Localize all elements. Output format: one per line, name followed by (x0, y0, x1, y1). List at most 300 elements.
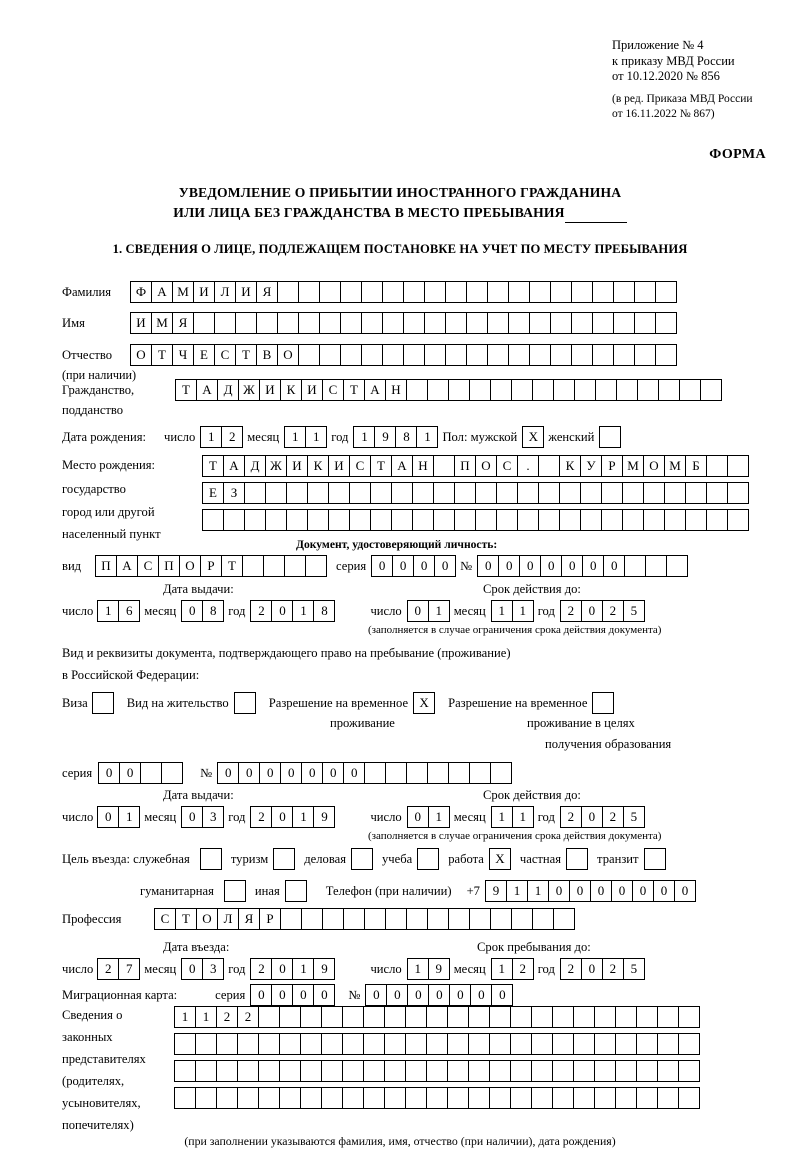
form-cell[interactable] (678, 1087, 700, 1109)
form-cell[interactable]: О (130, 344, 152, 366)
form-cell[interactable]: С (349, 455, 371, 477)
form-cell[interactable] (552, 1033, 574, 1055)
form-cell[interactable] (427, 908, 449, 930)
form-cell[interactable] (361, 281, 383, 303)
form-cell[interactable] (258, 1033, 280, 1055)
form-cell[interactable] (487, 281, 509, 303)
form-cell[interactable] (279, 1060, 301, 1082)
form-cell[interactable]: П (158, 555, 180, 577)
form-cell[interactable] (679, 379, 701, 401)
form-cell[interactable] (363, 1006, 385, 1028)
form-cell[interactable] (553, 908, 575, 930)
stay-doc-issue-month-input[interactable] (181, 806, 223, 828)
stay-doc-series-input[interactable] (98, 762, 182, 784)
purpose-work-checkbox[interactable] (489, 848, 510, 870)
form-cell[interactable] (592, 692, 614, 714)
form-cell[interactable] (468, 1006, 490, 1028)
form-cell[interactable] (622, 482, 644, 504)
form-cell[interactable] (529, 312, 551, 334)
form-cell[interactable] (643, 509, 665, 531)
form-cell[interactable] (391, 509, 413, 531)
form-cell[interactable]: Ж (238, 379, 260, 401)
representatives-input-3[interactable] (174, 1060, 699, 1082)
form-cell[interactable]: 1 (305, 426, 327, 448)
form-cell[interactable]: 0 (97, 806, 119, 828)
form-cell[interactable] (265, 509, 287, 531)
stay-doc-number-input[interactable] (217, 762, 511, 784)
form-cell[interactable] (645, 555, 667, 577)
form-cell[interactable]: И (259, 379, 281, 401)
form-cell[interactable] (510, 1006, 532, 1028)
form-cell[interactable] (475, 509, 497, 531)
edu-residence-checkbox[interactable] (592, 692, 613, 714)
form-cell[interactable] (487, 344, 509, 366)
form-cell[interactable] (685, 509, 707, 531)
form-cell[interactable] (195, 1087, 217, 1109)
form-cell[interactable] (700, 379, 722, 401)
form-cell[interactable]: Н (385, 379, 407, 401)
sex-female-checkbox[interactable] (599, 426, 620, 448)
entry-month-input[interactable] (181, 958, 223, 980)
form-cell[interactable] (286, 509, 308, 531)
form-cell[interactable] (634, 344, 656, 366)
form-cell[interactable]: . (517, 455, 539, 477)
form-cell[interactable] (263, 555, 285, 577)
purpose-service-checkbox[interactable] (200, 848, 221, 870)
form-cell[interactable]: 0 (581, 958, 603, 980)
form-cell[interactable] (658, 379, 680, 401)
id-doc-valid-year-input[interactable] (560, 600, 644, 622)
form-cell[interactable] (657, 1060, 679, 1082)
form-cell[interactable]: 1 (97, 600, 119, 622)
form-cell[interactable] (298, 312, 320, 334)
form-cell[interactable] (531, 1006, 553, 1028)
form-cell[interactable]: 1 (491, 806, 513, 828)
form-cell[interactable]: 1 (284, 426, 306, 448)
form-cell[interactable]: 0 (217, 762, 239, 784)
form-cell[interactable]: 5 (623, 600, 645, 622)
form-cell[interactable] (426, 1006, 448, 1028)
form-cell[interactable] (406, 762, 428, 784)
form-cell[interactable] (594, 1033, 616, 1055)
form-cell[interactable]: 9 (374, 426, 396, 448)
form-cell[interactable]: 9 (313, 958, 335, 980)
phone-input[interactable] (485, 880, 695, 902)
form-cell[interactable] (364, 762, 386, 784)
form-cell[interactable]: Р (601, 455, 623, 477)
form-cell[interactable]: А (223, 455, 245, 477)
form-cell[interactable] (511, 379, 533, 401)
form-cell[interactable]: 1 (292, 958, 314, 980)
form-cell[interactable] (349, 482, 371, 504)
form-cell[interactable] (216, 1060, 238, 1082)
form-cell[interactable]: 0 (238, 762, 260, 784)
form-cell[interactable]: Ф (130, 281, 152, 303)
form-cell[interactable] (634, 312, 656, 334)
form-cell[interactable] (447, 1033, 469, 1055)
form-cell[interactable]: Т (343, 379, 365, 401)
form-cell[interactable] (322, 908, 344, 930)
form-cell[interactable] (573, 1006, 595, 1028)
form-cell[interactable]: 0 (611, 880, 633, 902)
form-cell[interactable] (343, 908, 365, 930)
form-cell[interactable] (412, 482, 434, 504)
form-cell[interactable]: 2 (602, 958, 624, 980)
form-cell[interactable]: 0 (181, 600, 203, 622)
form-cell[interactable] (216, 1033, 238, 1055)
form-cell[interactable] (531, 1033, 553, 1055)
form-cell[interactable] (328, 509, 350, 531)
form-cell[interactable] (613, 281, 635, 303)
form-cell[interactable]: К (307, 455, 329, 477)
form-cell[interactable] (384, 1060, 406, 1082)
form-cell[interactable]: К (559, 455, 581, 477)
form-cell[interactable] (298, 344, 320, 366)
form-cell[interactable]: 0 (561, 555, 583, 577)
form-cell[interactable]: И (286, 455, 308, 477)
form-cell[interactable]: 1 (200, 426, 222, 448)
form-cell[interactable]: У (580, 455, 602, 477)
id-doc-number-input[interactable] (477, 555, 687, 577)
stay-doc-valid-month-input[interactable] (491, 806, 533, 828)
form-cell[interactable] (594, 1060, 616, 1082)
stay-doc-issue-year-input[interactable] (250, 806, 334, 828)
form-cell[interactable]: 0 (477, 555, 499, 577)
form-cell[interactable]: 0 (407, 984, 429, 1006)
form-cell[interactable]: О (196, 908, 218, 930)
form-cell[interactable] (433, 455, 455, 477)
form-cell[interactable]: 0 (271, 984, 293, 1006)
form-cell[interactable] (284, 555, 306, 577)
form-cell[interactable]: О (277, 344, 299, 366)
form-cell[interactable] (601, 509, 623, 531)
birth-day-input[interactable] (200, 426, 242, 448)
form-cell[interactable]: 1 (506, 880, 528, 902)
form-cell[interactable]: Л (217, 908, 239, 930)
form-cell[interactable]: 1 (292, 600, 314, 622)
form-cell[interactable] (466, 344, 488, 366)
form-cell[interactable]: 0 (653, 880, 675, 902)
form-cell[interactable] (424, 344, 446, 366)
form-cell[interactable]: 0 (98, 762, 120, 784)
form-cell[interactable]: 2 (512, 958, 534, 980)
form-cell[interactable] (363, 1033, 385, 1055)
form-cell[interactable] (405, 1006, 427, 1028)
form-cell[interactable]: 0 (271, 806, 293, 828)
form-cell[interactable]: 0 (292, 984, 314, 1006)
form-cell[interactable]: 0 (581, 600, 603, 622)
form-cell[interactable] (328, 482, 350, 504)
stay-day-input[interactable] (407, 958, 449, 980)
form-cell[interactable] (321, 1087, 343, 1109)
form-cell[interactable] (615, 1006, 637, 1028)
form-cell[interactable] (538, 482, 560, 504)
form-cell[interactable] (342, 1060, 364, 1082)
form-cell[interactable] (454, 509, 476, 531)
purpose-study-checkbox[interactable] (417, 848, 438, 870)
form-cell[interactable] (385, 762, 407, 784)
form-cell[interactable] (427, 762, 449, 784)
form-cell[interactable] (406, 908, 428, 930)
form-cell[interactable] (657, 1006, 679, 1028)
form-cell[interactable] (599, 426, 621, 448)
form-cell[interactable]: Н (412, 455, 434, 477)
form-cell[interactable] (403, 344, 425, 366)
form-cell[interactable] (595, 379, 617, 401)
form-cell[interactable]: 0 (313, 984, 335, 1006)
purpose-tourism-checkbox[interactable] (273, 848, 294, 870)
form-cell[interactable]: И (130, 312, 152, 334)
birth-month-input[interactable] (284, 426, 326, 448)
form-cell[interactable] (517, 482, 539, 504)
form-cell[interactable] (361, 312, 383, 334)
profession-input[interactable] (154, 908, 574, 930)
form-cell[interactable] (613, 344, 635, 366)
form-cell[interactable]: 8 (202, 600, 224, 622)
form-cell[interactable]: 0 (407, 600, 429, 622)
form-cell[interactable] (277, 312, 299, 334)
form-cell[interactable] (384, 1087, 406, 1109)
form-cell[interactable] (636, 1060, 658, 1082)
form-cell[interactable]: 0 (365, 984, 387, 1006)
stay-doc-issue-day-input[interactable] (97, 806, 139, 828)
form-cell[interactable] (510, 1060, 532, 1082)
form-cell[interactable] (615, 1087, 637, 1109)
form-cell[interactable] (193, 312, 215, 334)
form-cell[interactable]: 0 (250, 984, 272, 1006)
form-cell[interactable] (592, 344, 614, 366)
form-cell[interactable] (307, 509, 329, 531)
form-cell[interactable] (403, 312, 425, 334)
form-cell[interactable] (552, 1060, 574, 1082)
form-cell[interactable]: 9 (485, 880, 507, 902)
form-cell[interactable]: 0 (449, 984, 471, 1006)
form-cell[interactable] (678, 1006, 700, 1028)
representatives-input-4[interactable] (174, 1087, 699, 1109)
form-cell[interactable]: 0 (470, 984, 492, 1006)
form-cell[interactable]: С (137, 555, 159, 577)
form-cell[interactable] (412, 509, 434, 531)
id-doc-issue-year-input[interactable] (250, 600, 334, 622)
stay-doc-valid-day-input[interactable] (407, 806, 449, 828)
form-cell[interactable]: 8 (313, 600, 335, 622)
form-cell[interactable] (427, 379, 449, 401)
form-cell[interactable]: 1 (512, 600, 534, 622)
form-cell[interactable]: О (475, 455, 497, 477)
form-cell[interactable] (636, 1033, 658, 1055)
form-cell[interactable] (256, 312, 278, 334)
form-cell[interactable] (403, 281, 425, 303)
form-cell[interactable]: 0 (271, 600, 293, 622)
form-cell[interactable]: А (151, 281, 173, 303)
form-cell[interactable]: 0 (181, 958, 203, 980)
form-cell[interactable] (531, 1087, 553, 1109)
form-cell[interactable]: С (154, 908, 176, 930)
form-cell[interactable]: 0 (582, 555, 604, 577)
form-cell[interactable] (258, 1006, 280, 1028)
form-cell[interactable] (405, 1087, 427, 1109)
form-cell[interactable] (634, 281, 656, 303)
migration-card-number-input[interactable] (365, 984, 512, 1006)
form-cell[interactable]: 0 (392, 555, 414, 577)
form-cell[interactable] (235, 312, 257, 334)
form-cell[interactable] (202, 509, 224, 531)
purpose-private-checkbox[interactable] (566, 848, 587, 870)
form-cell[interactable] (538, 455, 560, 477)
form-cell[interactable] (174, 1060, 196, 1082)
form-cell[interactable]: И (193, 281, 215, 303)
form-cell[interactable] (279, 1006, 301, 1028)
sex-male-checkbox[interactable] (522, 426, 543, 448)
form-cell[interactable] (433, 509, 455, 531)
form-cell[interactable] (532, 908, 554, 930)
form-cell[interactable] (307, 482, 329, 504)
form-cell[interactable] (363, 1060, 385, 1082)
form-cell[interactable] (200, 848, 222, 870)
form-cell[interactable] (664, 509, 686, 531)
form-cell[interactable] (370, 509, 392, 531)
migration-card-series-input[interactable] (250, 984, 334, 1006)
form-cell[interactable] (489, 1006, 511, 1028)
form-cell[interactable] (566, 848, 588, 870)
form-cell[interactable]: Д (217, 379, 239, 401)
form-cell[interactable]: 0 (491, 984, 513, 1006)
form-cell[interactable] (489, 1033, 511, 1055)
form-cell[interactable]: 0 (548, 880, 570, 902)
form-cell[interactable] (466, 281, 488, 303)
form-cell[interactable] (637, 379, 659, 401)
form-cell[interactable] (305, 555, 327, 577)
form-cell[interactable]: Я (172, 312, 194, 334)
visa-checkbox[interactable] (92, 692, 113, 714)
form-cell[interactable] (592, 281, 614, 303)
form-cell[interactable]: 2 (250, 806, 272, 828)
form-cell[interactable] (529, 281, 551, 303)
form-cell[interactable]: 0 (540, 555, 562, 577)
form-cell[interactable]: О (179, 555, 201, 577)
form-cell[interactable] (279, 1033, 301, 1055)
form-cell[interactable]: 6 (118, 600, 140, 622)
form-cell[interactable] (636, 1087, 658, 1109)
form-cell[interactable] (532, 379, 554, 401)
form-cell[interactable]: 0 (434, 555, 456, 577)
form-cell[interactable] (454, 482, 476, 504)
form-cell[interactable] (298, 281, 320, 303)
form-cell[interactable]: П (454, 455, 476, 477)
form-cell[interactable] (319, 312, 341, 334)
form-cell[interactable] (552, 1006, 574, 1028)
form-cell[interactable] (286, 482, 308, 504)
form-cell[interactable] (384, 1006, 406, 1028)
form-cell[interactable]: В (256, 344, 278, 366)
form-cell[interactable]: Р (259, 908, 281, 930)
form-cell[interactable] (92, 692, 114, 714)
patronymic-input[interactable] (130, 344, 676, 366)
form-cell[interactable] (405, 1033, 427, 1055)
form-cell[interactable] (385, 908, 407, 930)
form-cell[interactable]: 0 (119, 762, 141, 784)
form-cell[interactable] (657, 1033, 679, 1055)
form-cell[interactable]: Т (175, 908, 197, 930)
form-cell[interactable] (727, 455, 749, 477)
form-cell[interactable]: А (364, 379, 386, 401)
form-cell[interactable] (237, 1033, 259, 1055)
form-cell[interactable]: 9 (428, 958, 450, 980)
form-cell[interactable]: 0 (632, 880, 654, 902)
form-cell[interactable] (273, 848, 295, 870)
form-cell[interactable]: Т (175, 379, 197, 401)
form-cell[interactable] (573, 1060, 595, 1082)
form-cell[interactable] (622, 509, 644, 531)
id-doc-issue-month-input[interactable] (181, 600, 223, 622)
form-cell[interactable] (489, 1060, 511, 1082)
birth-year-input[interactable] (353, 426, 437, 448)
form-cell[interactable]: 0 (674, 880, 696, 902)
form-cell[interactable]: С (496, 455, 518, 477)
form-cell[interactable] (616, 379, 638, 401)
form-cell[interactable] (445, 281, 467, 303)
form-cell[interactable]: 9 (313, 806, 335, 828)
form-cell[interactable] (195, 1033, 217, 1055)
birth-place-input-1[interactable] (202, 455, 748, 477)
form-cell[interactable] (301, 908, 323, 930)
form-cell[interactable]: 2 (216, 1006, 238, 1028)
form-cell[interactable]: 2 (221, 426, 243, 448)
form-cell[interactable] (406, 379, 428, 401)
form-cell[interactable] (468, 1060, 490, 1082)
purpose-business-checkbox[interactable] (351, 848, 372, 870)
form-cell[interactable] (382, 312, 404, 334)
form-cell[interactable]: 0 (322, 762, 344, 784)
form-cell[interactable]: Е (202, 482, 224, 504)
form-cell[interactable]: 2 (97, 958, 119, 980)
form-cell[interactable]: 0 (301, 762, 323, 784)
form-cell[interactable]: 2 (250, 600, 272, 622)
form-cell[interactable] (552, 1087, 574, 1109)
form-cell[interactable]: Р (200, 555, 222, 577)
form-cell[interactable] (237, 1087, 259, 1109)
form-cell[interactable]: 0 (519, 555, 541, 577)
form-cell[interactable] (321, 1033, 343, 1055)
form-cell[interactable]: 1 (491, 600, 513, 622)
form-cell[interactable]: 1 (512, 806, 534, 828)
citizenship-input[interactable] (175, 379, 721, 401)
representatives-input-1[interactable] (174, 1006, 699, 1028)
birth-place-input-3[interactable] (202, 509, 748, 531)
id-doc-valid-day-input[interactable] (407, 600, 449, 622)
form-cell[interactable] (510, 1087, 532, 1109)
form-cell[interactable] (258, 1087, 280, 1109)
form-cell[interactable] (424, 312, 446, 334)
form-cell[interactable] (382, 281, 404, 303)
form-cell[interactable] (447, 1006, 469, 1028)
form-cell[interactable] (678, 1060, 700, 1082)
form-cell[interactable] (363, 1087, 385, 1109)
form-cell[interactable] (508, 281, 530, 303)
form-cell[interactable] (727, 482, 749, 504)
form-cell[interactable] (300, 1087, 322, 1109)
form-cell[interactable] (161, 762, 183, 784)
form-cell[interactable]: 0 (386, 984, 408, 1006)
form-cell[interactable] (195, 1060, 217, 1082)
form-cell[interactable] (517, 509, 539, 531)
form-cell[interactable] (685, 482, 707, 504)
form-cell[interactable] (655, 344, 677, 366)
form-cell[interactable]: 2 (560, 806, 582, 828)
form-cell[interactable] (580, 482, 602, 504)
entry-day-input[interactable] (97, 958, 139, 980)
form-cell[interactable]: 2 (602, 806, 624, 828)
